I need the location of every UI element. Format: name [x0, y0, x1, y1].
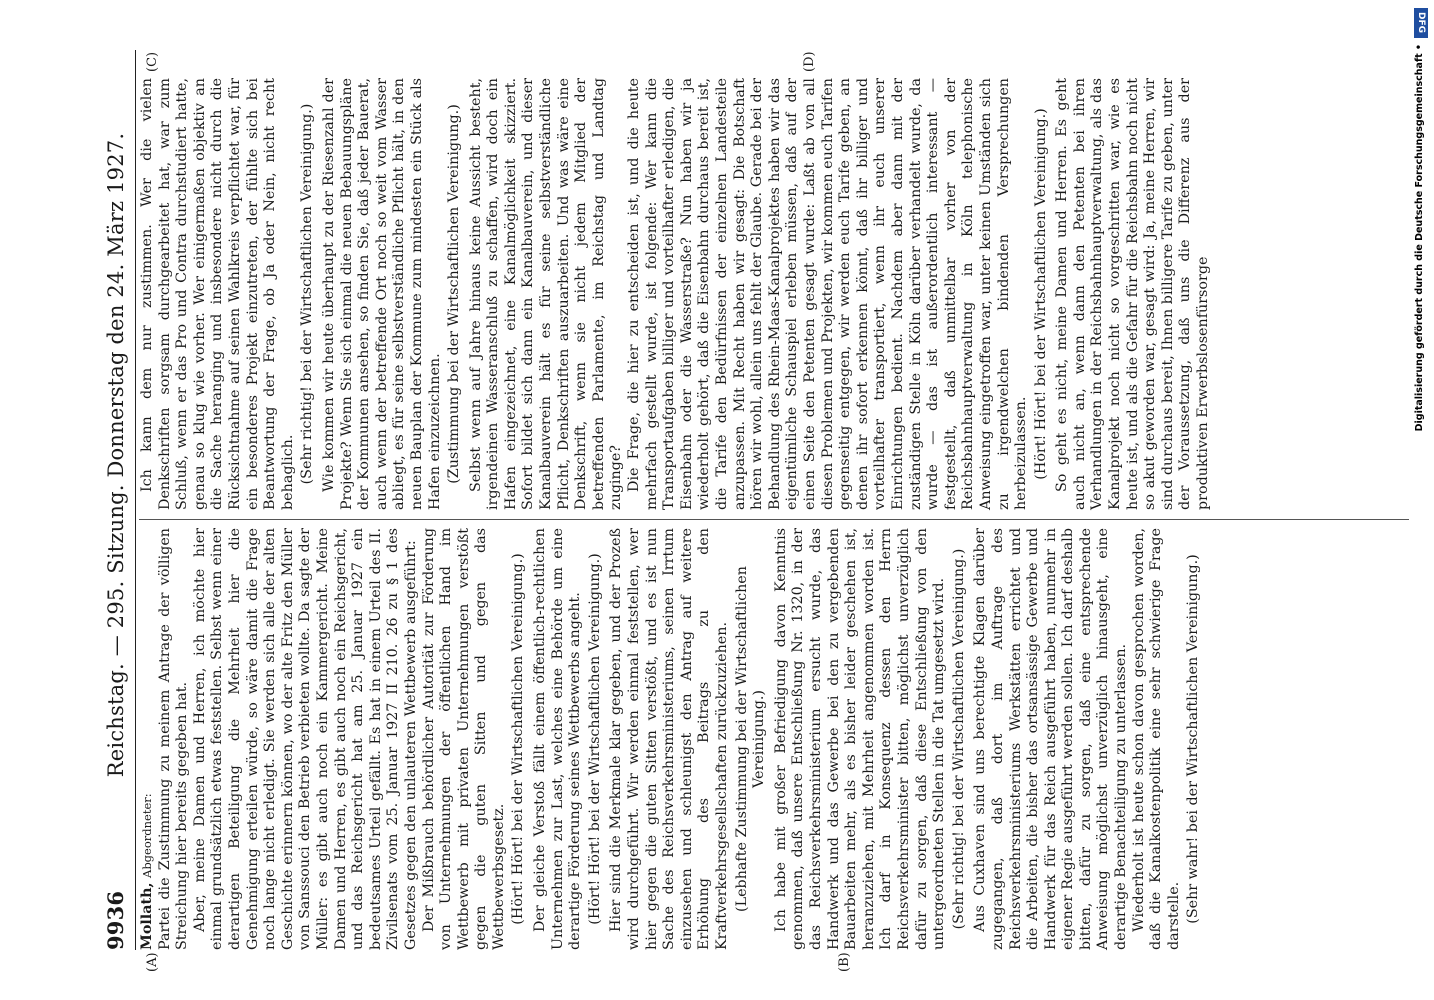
paragraph: Ich habe mit großer Befriedigung davon Kenntnis genommen, daß unsere Entschließung Nr. 1320, in der das Reichsverkehrsministerium ersucht wurde, das Handwerk und das Gewerbe bei den zu vergebenden Bauarbeiten mehr, als es bisher leider geschehen ist, heranzuziehen, mit Mehrheit angenommen worden ist. Ich darf in Konsequenz dessen den Herrn Reichsverkehrsminister bitten, möglichst unverzüglich dafür zu sorgen, daß diese Entschließung von den untergeordneten Stellen in die Tat umgesetzt wird.	[772, 528, 948, 950]
page-number: 9936	[103, 890, 128, 950]
paragraph: Selbst wenn auf Jahre hinaus keine Aussicht besteht, irgendeinen Wasseranschluß zu schaffen, wird doch ein Hafen eingezeichnet, eine Kanalmöglichkeit skizziert. Sofort bildet sich dann ein Kanalbauverein, und dieser Kanalbauverein hält es für seine selbstverständliche Pflicht, Denkschriften auszuarbeiten. Und was wäre eine Denkschrift, wenn sie nicht jedem Mitglied der betreffenden Parlamente, im Reichstag und Landtag zuginge?	[467, 78, 625, 510]
paragraph: Die Frage, die hier zu entscheiden ist, und die heute mehrfach gestellt wurde, ist folgende: Wer kann die Transportaufgaben billiger und vorteilhafter erledigen, die Eisenbahn oder die Wasserstraße? Nun haben wir ja wiederholt gehört, daß die Eisenbahn durchaus bereit ist, die Tarife den Bedürfnissen der einzelnen Landesteile anzupassen. Mit Recht haben wir gesagt: Die Botschaft hören wir wohl, allein uns fehlt der Glaube. Gerade bei der Behandlung des Rhein-Maas-Kanalprojektes haben wir das eigentümliche Schauspiel erleben müssen, daß auf der einen Seite den Petenten gesagt wurde: Laßt ab von all diesen Problemen und Projekten, wir kommen euch Tarifen gegenseitig entgegen, wir werden euch Tarife geben, an denen ihr sofort erkennen könnt, daß ihr billiger und vorteilhafter transportiert, wenn ihr euch unserer Einrichtungen bedient. Nachdem aber dann mit der zuständigen Stelle in Köln darüber verhandelt wurde, da wurde — das ist außerordentlich interessant — festgestellt, daß unmittelbar vorher von der Reichsbahnhauptverwaltung in Köln telephonische Anweisung eingetroffen war, unter keinen Umständen sich zu irgendwelchen bindenden Versprechungen herbeizulassen.	[626, 78, 1030, 510]
quote-paragraph: Der Mißbrauch behördlicher Autorität zur Förderung von Unternehmungen der öffentlichen Hand im Wettbewerb mit privaten Unternehmungen verstößt gegen die guten Sitten und gegen das Wettbewerbsgesetz.	[420, 528, 507, 950]
margin-marker-c: (C)	[145, 51, 160, 72]
interjection: (Lebhafte Zustimmung bei der Wirtschaftlichen Vereinigung.)	[733, 566, 768, 912]
dfg-notice: Digitalisierung gefördert durch die Deutsche Forschungsgemeinschaft •	[1414, 44, 1425, 432]
column-divider	[139, 519, 1409, 520]
interjection: (Hört! Hört! bei der Wirtschaftlichen Vereinigung.)	[586, 553, 603, 925]
page-title: Reichstag. — 295. Sitzung. Donnerstag den 24. März 1927.	[104, 132, 128, 778]
margin-marker-a: (A)	[145, 952, 160, 972]
interjection: (Sehr richtig! bei der Wirtschaftlichen Vereinigung.)	[950, 548, 967, 930]
paragraph: Aber, meine Damen und Herren, ich möchte hier einmal grundsätzlich etwas feststellen. Selbst wenn einer derartigen Beteiligung die Mehrheit hier die Genehmigung erteilen würde, so wäre damit die Frage noch lange nicht erledigt. Sie werden sich alle der alten Geschichte erinnern können, wo der alte Fritz den Müller von Sanssouci den Betrieb verbieten wollte. Da sagte der Müller: es gibt auch noch ein Kammergericht. Meine Damen und Herren, es gibt auch noch ein Reichsgericht, und das Reichsgericht hat am 25. Januar 1927 ein bedeutsames Urteil gefällt. Es hat in einem Urteil des II. Zivilsenats vom 25. Januar 1927 II 210. 26 zu § 1 des Gesetzes gegen den unlauteren Wettbewerb ausgeführt:	[191, 528, 419, 950]
speaker-line	[139, 528, 157, 950]
paragraph: Wie kommen wir heute überhaupt zu der Riesenzahl der Projekte? Wenn Sie sich einmal die neuen Bebauungspläne der Kommunen ansehen, so finden Sie, daß jeder Bauerat, auch wenn der betreffende Ort noch so weit vom Wasser abliegt, es für seine selbstverständliche Pflicht hält, in den neuen Bauplan der Kommune zum mindesten ein Stück als Hafen einzuzeichnen.	[320, 78, 443, 510]
right-column	[139, 78, 1213, 510]
interjection: (Hört! Hört! bei der Wirtschaftlichen Vereinigung.)	[1032, 108, 1049, 480]
header-rule	[135, 50, 136, 950]
paragraph: Partei die Zustimmung zu meinem Antrage der völligen Streichung hier bereits gegeben hat.	[156, 528, 191, 950]
paragraph: Aus Cuxhaven sind uns berechtigte Klagen darüber zugegangen, daß dort im Auftrage des Reichsverkehrsministeriums Werkstätten errichtet und die Arbeiten, die bisher das ortsansässige Gewerbe und Handwerk für das Reich ausgeführt haben, nunmehr in eigener Regie ausgeführt werden sollen. Ich darf deshalb bitten, dafür zu sorgen, daß eine entsprechende Anweisung möglichst unverzüglich hinausgeht, eine derartige Benachteiligung zu unterlassen.	[972, 528, 1130, 950]
speaker-name: Mollath,	[139, 882, 155, 950]
interjection: (Hört! Hört! bei der Wirtschaftlichen Vereinigung.)	[510, 553, 527, 925]
quote-paragraph: Der gleiche Verstoß fällt einem öffentlich-rechtlichen Unternehmen zur Last, welches eine Behörde um eine derartige Förderung seines Wettbewerbs angeht.	[532, 528, 584, 950]
dfg-sidebar	[1414, 0, 1428, 1000]
speaker-role: Abgeordneter:	[140, 793, 154, 878]
paragraph: Wiederholt ist heute schon davon gesprochen worden, daß die Kanalkostenpolitik eine sehr schwierige Frage darstelle.	[1130, 528, 1182, 950]
dfg-logo: DFG	[1414, 8, 1428, 38]
interjection: (Sehr wahr! bei der Wirtschaftlichen Vereinigung.)	[1185, 554, 1202, 924]
left-column	[139, 528, 1207, 950]
paragraph: Hier sind die Merkmale klar gegeben, und der Prozeß wird durchgeführt. Wir werden einmal feststellen, wer hier gegen die guten Sitten verstößt, und es ist nun Sache des Reichsverkehrsministeriums, seinen Irrtum einzusehen und schleunigst den Antrag auf weitere Erhöhung des Beitrags zu den Kraftverkehrsgesellschaften zurückzuziehen.	[608, 528, 730, 950]
margin-marker-b: (B)	[837, 952, 852, 972]
rotated-page	[17, 50, 1417, 972]
interjection: (Sehr richtig! bei der Wirtschaftlichen Vereinigung.)	[299, 103, 316, 485]
interjection: (Zustimmung bei der Wirtschaftlichen Vereinigung.)	[446, 104, 463, 484]
paragraph: Ich kann dem nur zustimmen. Wer die vielen Denkschriften sorgsam durchgearbeitet hat, war zum Schluß, wenn er das Pro und Contra durchstudiert hatte, genau so klug wie vorher. Wer einigermaßen objektiv an die Sache heranging und insbesondere nicht durch die Rücksichtnahme auf seinen Wahlkreis verpflichtet war, für ein besonderes Projekt einzutreten, der fühlte sich bei Beantwortung der Frage, ob Ja oder Nein, nicht recht behaglich.	[139, 78, 296, 510]
page-header	[103, 50, 129, 950]
margin-marker-d: (D)	[802, 51, 817, 72]
paragraph: So geht es nicht, meine Damen und Herren. Es geht auch nicht an, wenn dann den Petenten bei ihren Verhandlungen in der Reichsbahnhauptverwaltung, als das Kanalprojekt noch nicht so vorgeschritten war, wie es heute ist, und als die Gefahr für die Reichsbahn noch nicht so akut geworden war, gesagt wird: Ja, meine Herren, wir sind durchaus bereit, Ihnen billigere Tarife zu geben, unter der Voraussetzung, daß uns die Differenz aus der produktiven Erwerbslosenfürsorge	[1054, 78, 1212, 510]
